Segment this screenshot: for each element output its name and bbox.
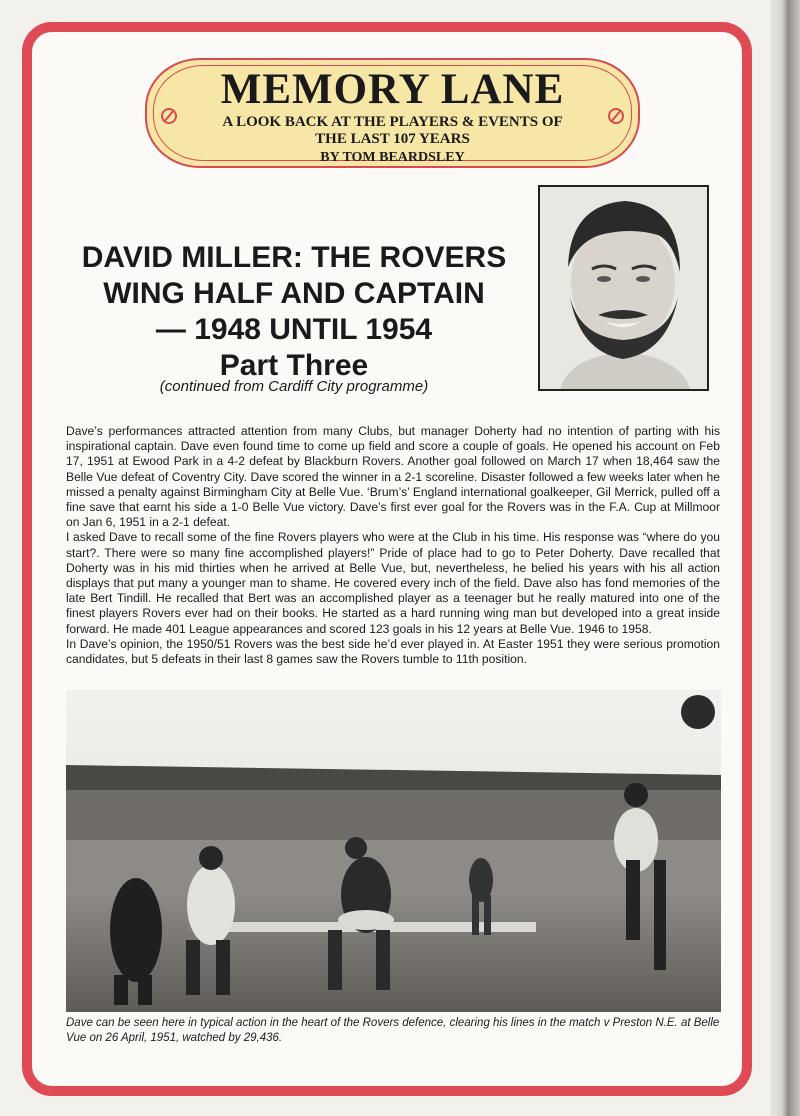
headline-part: Part Three xyxy=(219,349,369,382)
banner-title: MEMORY LANE xyxy=(220,66,565,113)
headline-line: WING HALF AND CAPTAIN xyxy=(103,277,485,310)
headline-line: — 1948 UNTIL 1954 xyxy=(155,313,433,346)
banner-subtitle: A LOOK BACK AT THE PLAYERS & EVENTS OF THE LAST 107 YEARS xyxy=(222,114,563,147)
headline-line: DAVID MILLER: THE ROVERS xyxy=(81,241,507,274)
page-edge xyxy=(770,0,800,1116)
match-action-photo xyxy=(66,690,721,1012)
article-body xyxy=(66,424,720,667)
article-headline xyxy=(60,240,528,384)
photo-caption: Dave can be seen here in typical action in the heart of the Rovers defence, clearing his lines in the match v Preston N.E. at Belle Vue on 26 April, 1951, watched by 29,436. xyxy=(66,1017,720,1044)
memory-lane-banner xyxy=(145,58,640,168)
article-paragraph: I asked Dave to recall some of the fine Rovers players who were at the Club in his time. His response was “where do you start?. There were so many fine accomplished players!” Pride of place had to go to Peter Doherty. Dave recalled that Doherty was in his mid thirties when he arrived at Belle Vue, but, nevertheless, he belied his years with his all action displays that put many a younger man to shame. He covered every inch of the field. Dave also has fond memories of the late Bert Tindill. He recalled that Bert was an accomplished player as a teenager but he really matured into one of the finest players Rovers ever had on their books. He started as a hard running wing man but developed into a great inside forward. He made 401 League appearances and scored 123 goals in his 12 years at Belle Vue. 1946 to 1958. xyxy=(66,530,720,636)
article-paragraph: In Dave’s opinion, the 1950/51 Rovers was the best side he’d ever played in. At Easter 1951 they were serious promotion candidates, but 5 defeats in their last 8 games saw the Rovers tumble to 11th position. xyxy=(66,636,720,667)
portrait-photo xyxy=(538,185,709,391)
banner-byline: BY TOM BEARDSLEY xyxy=(320,150,465,165)
article-paragraph: Dave’s performances attracted attention from many Clubs, but manager Doherty had no intention of parting with his inspirational captain. Dave even found time to come up field and score a couple of goals. He opened his account on Feb 17, 1951 at Ewood Park in a 4-2 defeat by Blackburn Rovers. Another goal followed on March 17 when 18,464 saw the Belle Vue defeat of Coventry City. Dave scored the winner in a 2-1 scoreline. Disaster followed a few weeks later when he missed a penalty against Birmingham City at Belle Vue. ‘Brum’s’ England international goalkeeper, Gil Merrick, pulled off a fine save that earnt his side a 1-0 Belle Vue victory. Dave’s first ever goal for the Rovers was in the F.A. Cup at Millmoor on Jan 6, 1951 in a 2-1 defeat. xyxy=(66,424,720,530)
continued-note: (continued from Cardiff City programme) xyxy=(159,378,429,395)
